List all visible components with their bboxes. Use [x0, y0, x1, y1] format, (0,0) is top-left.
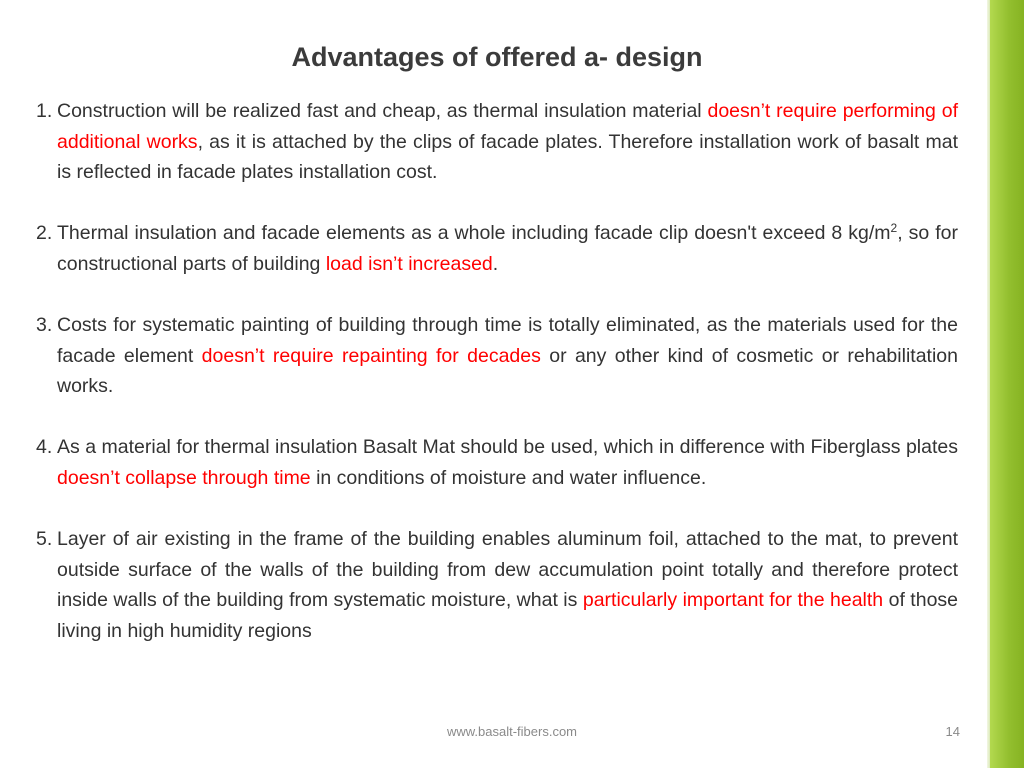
superscript-exponent: 2	[890, 221, 898, 236]
text-segment: of those living in high humidity regions	[57, 589, 959, 642]
highlight-text: doesn’t collapse through time	[57, 466, 311, 489]
text-segment: , as it is attached by the clips of facade plates. Therefore installation work of basalt mat is reflected in facade plates installation cost.	[57, 130, 958, 184]
advantages-list	[36, 96, 958, 677]
list-item-number: 3.	[36, 313, 53, 336]
list-item-text	[57, 432, 958, 493]
text-segment: in conditions of moisture and water influence.	[310, 466, 707, 489]
text-segment: Layer of air existing in the frame of the building enables aluminum foil, attached to the mat, to prevent outside surface of the walls of the building from dew accumulation point totally and therefore protect inside walls of the building from systematic moisture, what is	[57, 527, 958, 612]
list-item	[36, 310, 958, 402]
list-item-number: 2.	[36, 222, 53, 245]
text-segment: Construction will be realized fast and cheap, as thermal insulation material	[57, 100, 708, 122]
list-item-number: 5.	[36, 527, 53, 550]
text-segment: As a material for thermal insulation Basalt Mat should be used, which in difference with Fiberglass plates	[57, 436, 958, 459]
green-side-bar	[990, 0, 1024, 768]
highlight-text: doesn’t require repainting for decades	[201, 344, 541, 367]
text-segment: or any other kind of cosmetic or rehabilitation works.	[57, 344, 958, 398]
list-item-text	[57, 218, 958, 279]
list-item	[36, 96, 958, 188]
list-item-number: 4.	[36, 436, 53, 459]
list-item-text	[57, 96, 958, 188]
text-segment: .	[492, 252, 499, 275]
highlight-text: particularly important for the health	[582, 589, 884, 612]
text-segment: , so for constructional parts of building	[57, 222, 958, 275]
list-item	[36, 524, 958, 646]
list-item-text	[57, 310, 958, 402]
list-item-text	[57, 524, 958, 646]
slide-title: Advantages of offered a- design	[291, 42, 703, 73]
page-number: 14	[945, 724, 960, 739]
footer-url: www.basalt-fibers.com	[446, 724, 578, 739]
list-item-number: 1.	[36, 100, 53, 122]
text-segment: Costs for systematic painting of building through time is totally eliminated, as the materials used for the facade element	[57, 313, 958, 367]
highlight-text: load isn’t increased	[325, 252, 493, 275]
highlight-text: doesn’t require performing of additional works	[57, 100, 958, 153]
list-item	[36, 218, 958, 279]
text-segment: Thermal insulation and facade elements as a whole including facade clip doesn't exceed 8 kg/m	[57, 222, 891, 245]
list-item	[36, 432, 958, 493]
